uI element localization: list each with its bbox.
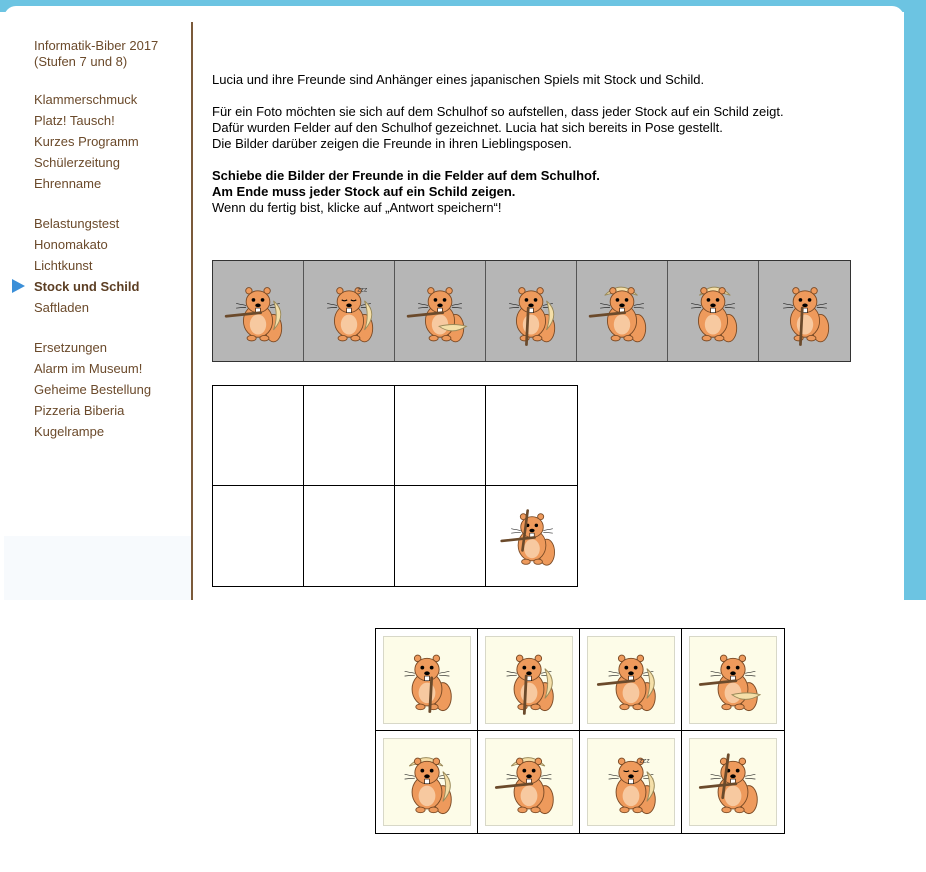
sidebar-item-platz-tausch[interactable] (34, 110, 184, 131)
sidebar-item-label: Saftladen (34, 300, 89, 315)
sidebar-item-ehrenname[interactable] (34, 173, 184, 194)
sidebar-item-belastungstest[interactable] (34, 213, 184, 234)
answer-option[interactable] (376, 629, 478, 731)
setup-text-line3: Die Bilder darüber zeigen die Freunde in ihren Lieblingsposen. (212, 136, 572, 151)
sidebar-item-label: Ehrenname (34, 176, 102, 191)
sidebar-item-label: Geheime Bestellung (34, 382, 152, 397)
beaver-icon (589, 738, 673, 827)
task-description (212, 72, 882, 216)
lucia-beaver-icon (493, 495, 571, 578)
sidebar-item-schülerzeitung[interactable] (34, 152, 184, 173)
sidebar-group (34, 89, 184, 194)
schoolyard-drop-field[interactable] (213, 386, 304, 486)
draggable-beaver-pose[interactable] (395, 261, 486, 361)
sidebar-item-label: Lichtkunst (34, 258, 93, 273)
beaver-icon (764, 268, 846, 355)
sidebar-item-saftladen[interactable] (34, 297, 184, 318)
answer-option[interactable] (682, 629, 784, 731)
sidebar-item-ersetzungen[interactable] (34, 337, 184, 358)
answer-option[interactable] (682, 731, 784, 833)
answer-option-card (587, 738, 675, 826)
contest-title-line1: Informatik-Biber 2017 (34, 38, 159, 53)
answer-option-card (485, 738, 573, 826)
draggable-beaver-pose[interactable] (486, 261, 577, 361)
schoolyard-drop-field[interactable] (486, 486, 577, 586)
task-navigation (34, 38, 184, 442)
sidebar-item-label: Alarm im Museum! (34, 361, 143, 376)
setup-text-line1: Für ein Foto möchten sie sich auf dem Schulhof so aufstellen, dass jeder Stock auf ein Schild zeigt. (212, 104, 784, 119)
answer-option[interactable] (478, 629, 580, 731)
instruction-bold-line2: Am Ende muss jeder Stock auf ein Schild zeigen. (212, 184, 516, 199)
instruction-save-hint: Wenn du fertig bist, klicke auf „Antwort speichern“! (212, 200, 502, 215)
right-band (904, 0, 926, 600)
beaver-icon (399, 268, 481, 355)
sidebar-item-label: Kugelrampe (34, 424, 105, 439)
sidebar-item-label: Belastungstest (34, 216, 120, 231)
sidebar-item-pizzeria-biberia[interactable] (34, 400, 184, 421)
current-task-arrow-icon (12, 279, 25, 293)
schoolyard-grid (212, 385, 578, 587)
sidebar-background (4, 536, 192, 600)
beaver-icon (487, 635, 571, 724)
draggable-beaver-pose[interactable] (304, 261, 395, 361)
answer-option-card (383, 738, 471, 826)
svg-text:zzz: zzz (357, 285, 368, 294)
schoolyard-drop-field[interactable] (304, 386, 395, 486)
beaver-icon (308, 268, 390, 355)
sidebar-divider (191, 22, 193, 600)
beaver-icon (691, 635, 775, 724)
sidebar-item-geheime-bestellung[interactable] (34, 379, 184, 400)
sidebar-item-stock-und-schild[interactable] (34, 276, 184, 297)
sidebar-item-kurzes-programm[interactable] (34, 131, 184, 152)
answer-option[interactable] (580, 731, 682, 833)
sidebar-group (34, 213, 184, 318)
instruction-bold-line1: Schiebe die Bilder der Freunde in die Felder auf dem Schulhof. (212, 168, 600, 183)
draggable-beaver-pose[interactable] (577, 261, 668, 361)
beaver-icon (385, 635, 469, 724)
answer-option-card (383, 636, 471, 724)
schoolyard-drop-field[interactable] (304, 486, 395, 586)
beaver-icon (385, 738, 469, 827)
contest-title-line2: (Stufen 7 und 8) (34, 54, 128, 69)
answer-option-card (485, 636, 573, 724)
sidebar-group (34, 337, 184, 442)
draggable-beaver-pose[interactable] (759, 261, 850, 361)
answer-option-card (587, 636, 675, 724)
sidebar-item-kugelrampe[interactable] (34, 421, 184, 442)
draggable-beaver-pose[interactable] (668, 261, 759, 361)
beaver-icon (691, 738, 775, 827)
answer-option[interactable] (580, 629, 682, 731)
sidebar-item-honomakato[interactable] (34, 234, 184, 255)
schoolyard-drop-field[interactable] (486, 386, 577, 486)
contest-title (34, 38, 184, 70)
answer-option-card (689, 636, 777, 724)
answer-option[interactable] (478, 731, 580, 833)
schoolyard-drop-field[interactable] (213, 486, 304, 586)
sidebar-item-lichtkunst[interactable] (34, 255, 184, 276)
sidebar-item-label: Pizzeria Biberia (34, 403, 125, 418)
setup-text-line2: Dafür wurden Felder auf den Schulhof gezeichnet. Lucia hat sich bereits in Pose gestellt. (212, 120, 723, 135)
svg-text:zzz: zzz (638, 755, 650, 764)
beaver-icon (490, 268, 572, 355)
answer-option-card (689, 738, 777, 826)
sidebar-item-klammerschmuck[interactable] (34, 89, 184, 110)
sidebar-item-label: Stock und Schild (34, 279, 140, 294)
sidebar-item-label: Klammerschmuck (34, 92, 138, 107)
answer-options-grid (375, 628, 785, 834)
sidebar-item-label: Schülerzeitung (34, 155, 120, 170)
sidebar-item-label: Platz! Tausch! (34, 113, 115, 128)
sidebar-item-alarm-im-museum[interactable] (34, 358, 184, 379)
schoolyard-drop-field[interactable] (395, 486, 486, 586)
sidebar-item-label: Ersetzungen (34, 340, 107, 355)
schoolyard-drop-field[interactable] (395, 386, 486, 486)
pose-palette (212, 260, 851, 362)
beaver-icon (589, 635, 673, 724)
beaver-icon (672, 268, 754, 355)
beaver-icon (581, 268, 663, 355)
answer-option[interactable] (376, 731, 478, 833)
draggable-beaver-pose[interactable] (213, 261, 304, 361)
intro-text: Lucia und ihre Freunde sind Anhänger eines japanischen Spiels mit Stock und Schild. (212, 72, 705, 87)
beaver-icon (487, 738, 571, 827)
sidebar-item-label: Honomakato (34, 237, 108, 252)
sidebar-item-label: Kurzes Programm (34, 134, 139, 149)
beaver-icon (217, 268, 299, 355)
